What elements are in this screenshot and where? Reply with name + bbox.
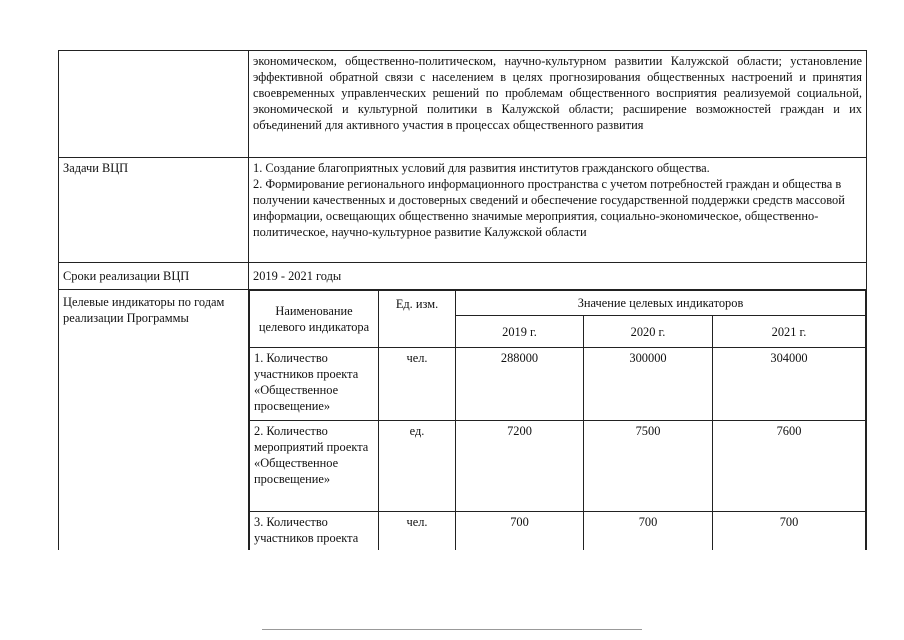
tasks-text: [249, 158, 867, 263]
table-row: [250, 512, 866, 551]
terms-row: [59, 263, 867, 290]
terms-label: Сроки реализации ВЦП: [59, 263, 249, 290]
goals-label-cell: [59, 51, 249, 158]
footer-divider: [262, 629, 642, 630]
table-row: [250, 421, 866, 512]
indicator-value-2019: 288000: [456, 348, 584, 421]
indicator-value-2021: 700: [713, 512, 866, 551]
indicator-value-2019: 700: [456, 512, 584, 551]
indicators-row: [59, 290, 867, 551]
indicator-name: 3. Количество участников проекта: [250, 512, 379, 551]
indicator-value-2019: 7200: [456, 421, 584, 512]
terms-value: 2019 - 2021 годы: [249, 263, 867, 290]
indicators-cell: [249, 290, 867, 551]
indicator-value-2021: 7600: [713, 421, 866, 512]
header-year-2019: 2019 г.: [456, 316, 584, 348]
task-item-1: 1. Создание благоприятных условий для развития институтов гражданского общества.: [253, 161, 710, 175]
program-passport-table: [58, 50, 867, 550]
indicator-unit: чел.: [379, 348, 456, 421]
indicator-unit: ед.: [379, 421, 456, 512]
indicator-value-2020: 300000: [584, 348, 713, 421]
indicator-name: 1. Количество участников проекта «Общественное просвещение»: [250, 348, 379, 421]
header-target-values: Значение целевых индикаторов: [456, 291, 866, 316]
indicator-name: 2. Количество мероприятий проекта «Общественное просвещение»: [250, 421, 379, 512]
indicator-value-2020: 700: [584, 512, 713, 551]
goals-text: экономическом, общественно-политическом, научно-культурном развитии Калужской области; установление эффективной обратной связи с населением в целях прогнозирования общественных настроений и принятия своевременных управленческих решений по проблемам общественного восприятия реализуемой социальной, экономической и культурной политики в Калужской области; расширение возможностей граждан и их объединений для активного участия в процессах общественного развития: [249, 51, 867, 158]
header-year-2021: 2021 г.: [713, 316, 866, 348]
header-year-2020: 2020 г.: [584, 316, 713, 348]
task-item-2: 2. Формирование регионального информационного пространства с учетом потребностей граждан и общества в получении качественных и достоверных сведений и обеспечение государственной поддержки средств массовой информации, освещающих общественно значимые мероприятия, социально-экономическое, общественно-политическое, научно-культурное развитие Калужской области: [253, 177, 845, 239]
goals-row: [59, 51, 867, 158]
tasks-row: [59, 158, 867, 263]
indicator-value-2020: 7500: [584, 421, 713, 512]
indicators-table: [249, 290, 866, 550]
indicator-unit: чел.: [379, 512, 456, 551]
header-indicator-name: Наименование целевого индикатора: [250, 291, 379, 348]
indicator-value-2021: 304000: [713, 348, 866, 421]
indicators-label: Целевые индикаторы по годам реализации Программы: [59, 290, 249, 551]
indicators-header-row-1: [250, 291, 866, 316]
table-row: [250, 348, 866, 421]
tasks-label: Задачи ВЦП: [59, 158, 249, 263]
header-unit: Ед. изм.: [379, 291, 456, 348]
